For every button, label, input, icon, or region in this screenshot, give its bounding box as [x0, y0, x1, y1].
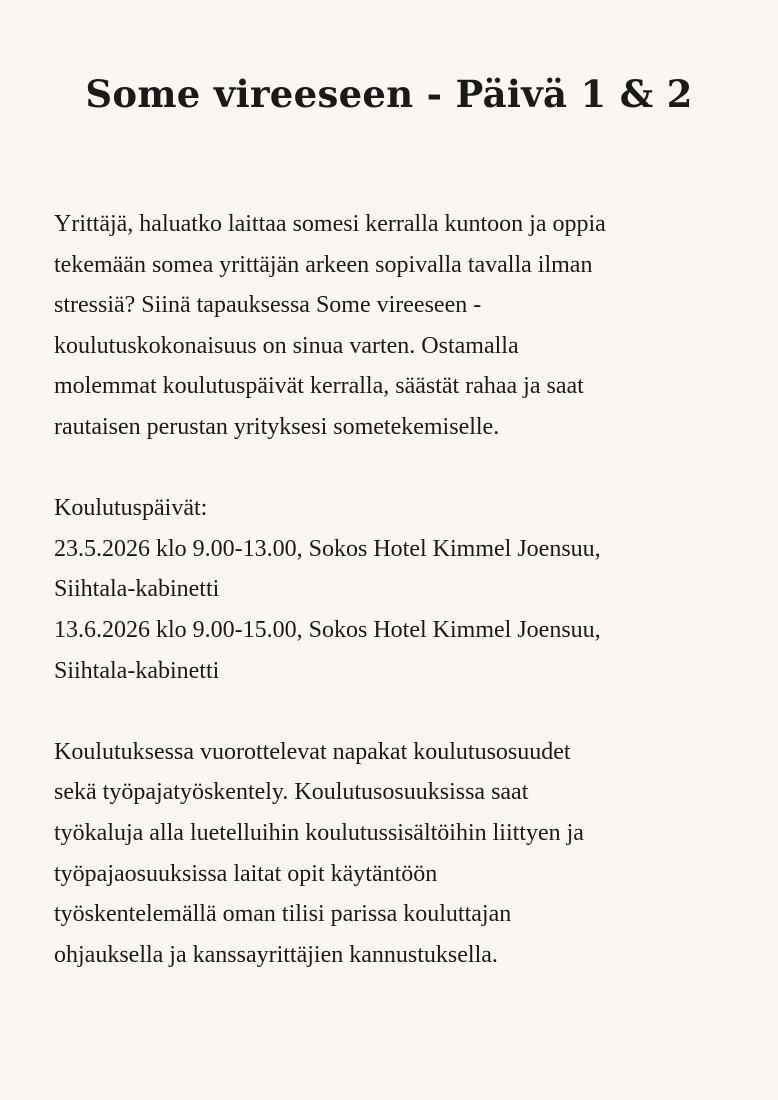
details-line: ohjauksella ja kanssayrittäjien kannustuksella. [54, 941, 498, 968]
dates-heading: Koulutuspäivät: [54, 495, 208, 522]
intro-line: molemmat koulutuspäivät kerralla, säästät rahaa ja saat [54, 373, 584, 400]
intro-line: koulutuskokonaisuus on sinua varten. Ostamalla [54, 332, 519, 359]
date-line: Siihtala-kabinetti [54, 657, 220, 684]
intro-line: stressiä? Siinä tapauksessa Some vireeseen - [54, 292, 482, 319]
details-line: työkaluja alla luetelluihin koulutussisältöihin liittyen ja [54, 819, 584, 846]
page-title: Some vireeseen - Päivä 1 & 2 [85, 72, 693, 116]
details-line: työskentelemällä oman tilisi parissa kouluttajan [54, 901, 512, 928]
intro-line: rautaisen perustan yrityksesi sometekemiselle. [54, 413, 500, 440]
details-line: sekä työpajatyöskentely. Koulutusosuuksissa saat [54, 779, 529, 806]
details-line: työpajaosuuksissa laitat opit käytäntöön [54, 860, 438, 887]
paragraph-spacer [54, 691, 724, 732]
details-line: Koulutuksessa vuorottelevat napakat koulutusosuudet [54, 738, 571, 765]
document-body [54, 204, 724, 975]
date-line: 23.5.2026 klo 9.00-13.00, Sokos Hotel Kimmel Joensuu, [54, 535, 601, 562]
intro-line: Yrittäjä, haluatko laittaa somesi kerralla kuntoon ja oppia [54, 211, 606, 237]
details-paragraph [54, 732, 724, 976]
dates-paragraph [54, 488, 724, 691]
intro-line: tekemään somea yrittäjän arkeen sopivalla tavalla ilman [54, 251, 593, 278]
date-line: 13.6.2026 klo 9.00-15.00, Sokos Hotel Kimmel Joensuu, [54, 616, 601, 643]
intro-paragraph [54, 204, 724, 448]
date-line: Siihtala-kabinetti [54, 576, 220, 603]
paragraph-spacer [54, 448, 724, 489]
